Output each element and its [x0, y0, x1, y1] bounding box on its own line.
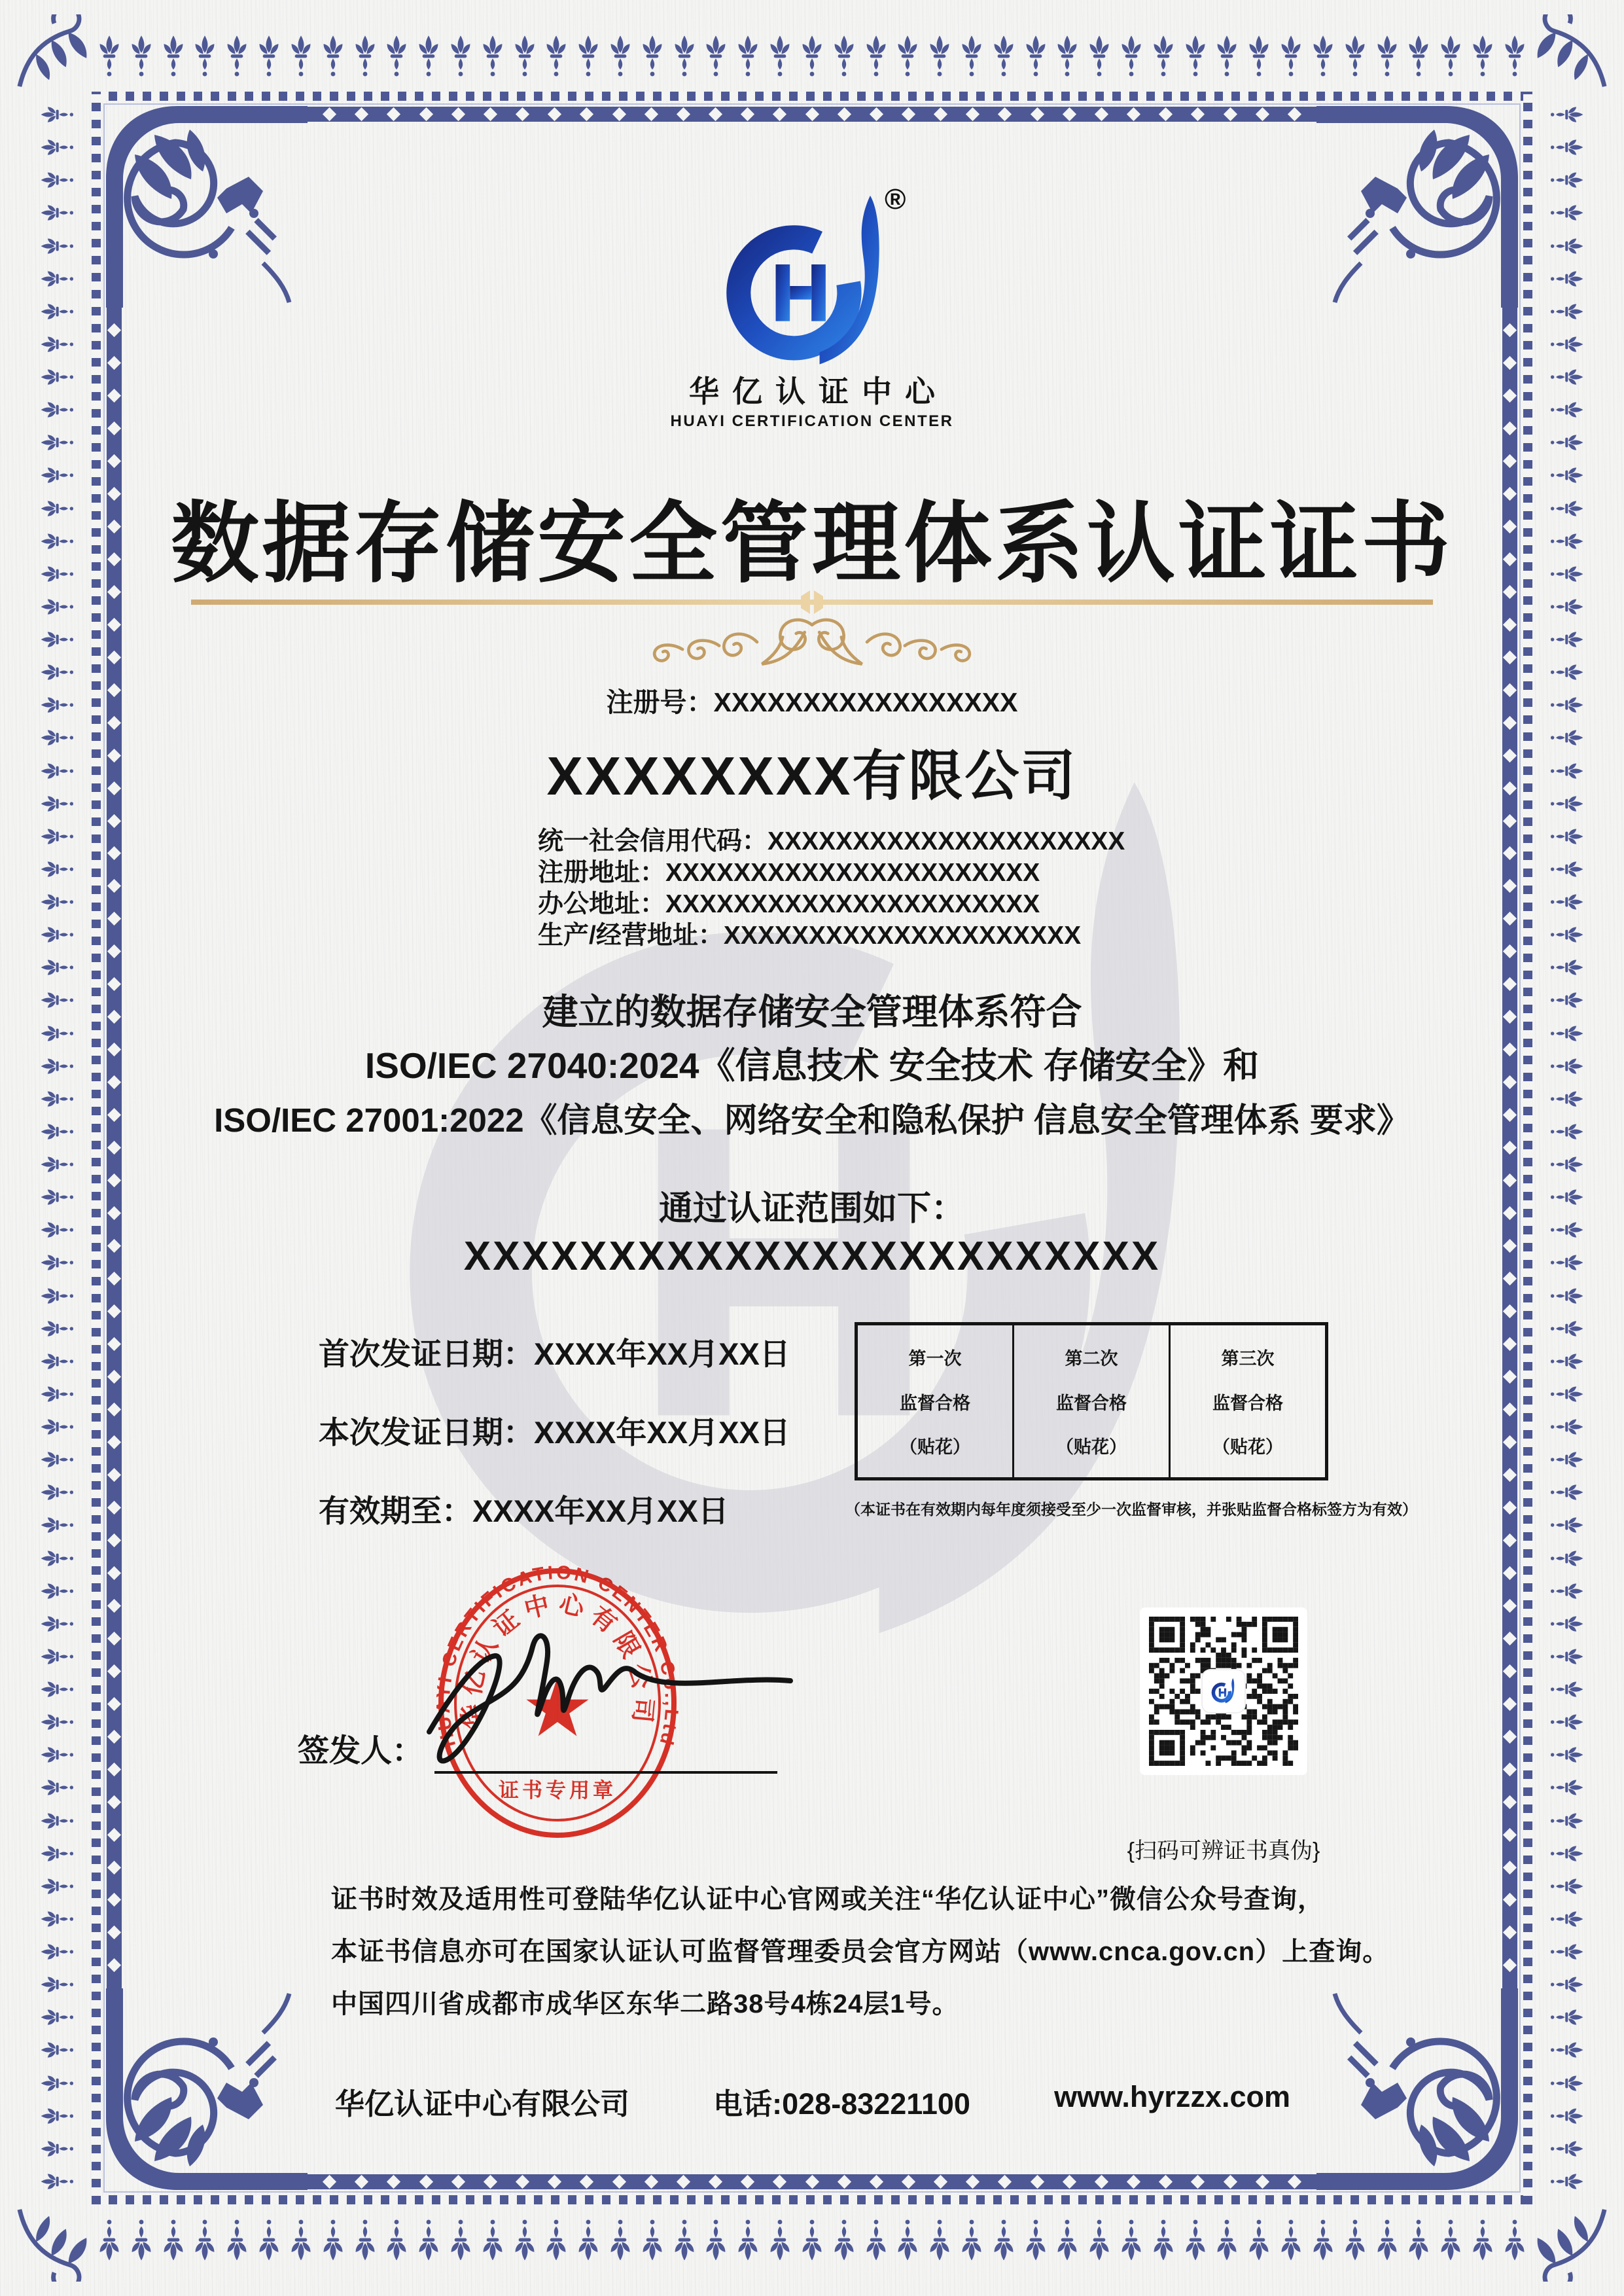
dates-block [319, 1330, 790, 1566]
contact-row [335, 2080, 1290, 2123]
first-issue-date-row: 首次发证日期：XXXX年XX月XX日 [319, 1336, 790, 1371]
contact-phone: 电话:028-83221100 [713, 2087, 970, 2121]
footer-line-3: 中国四川省成都市成华区东华二路38号4栋24层1号。 [331, 1990, 959, 2018]
expiry-date-row: 有效期至：XXXX年XX月XX日 [319, 1494, 729, 1528]
footer-line-1: 证书时效及适用性可登陆华亿认证中心官网或关注“华亿认证中心”微信公众号查询， [331, 1885, 1324, 1914]
scope-value: XXXXXXXXXXXXXXXXXXXXXXXX [463, 1234, 1161, 1279]
company-name: XXXXXXXX有限公司 [546, 745, 1078, 806]
footer-line-2: 本证书信息亦可在国家认证认可监督管理委员会官方网站（www.cnca.gov.cn）上查询。 [331, 1937, 1390, 1966]
certificate-title: 数据存储安全管理体系认证证书 [171, 494, 1453, 593]
office-address-row: 办公地址：XXXXXXXXXXXXXXXXXXXXXX [538, 890, 1040, 918]
footer-paragraph [331, 1873, 1390, 2030]
gold-scroll-flourish-icon [517, 614, 1107, 669]
compliance-intro: 建立的数据存储安全管理体系符合 [542, 992, 1082, 1032]
registration-number-line [0, 681, 1624, 719]
corner-leaf-top-right [1532, 14, 1610, 92]
registration-value: XXXXXXXXXXXXXXXXX [713, 687, 1018, 717]
contact-company: 华亿认证中心有限公司 [335, 2087, 630, 2121]
credit-code-row: 统一社会信用代码：XXXXXXXXXXXXXXXXXXXXX [538, 827, 1125, 855]
supervision-cell-2: 第二次 监督合格 （贴花） [1012, 1325, 1169, 1477]
qr-caption: {扫码可辨证书真伪} [1127, 1839, 1320, 1863]
corner-leaf-bottom-left [14, 2204, 92, 2282]
svg-text:华亿认证中心有限公司: 华亿认证中心有限公司 [457, 1589, 658, 1731]
brand-name-en: HUAYI CERTIFICATION CENTER [670, 412, 954, 430]
registered-address-row: 注册地址：XXXXXXXXXXXXXXXXXXXXXX [538, 859, 1040, 887]
issuer-signature [366, 1596, 824, 1792]
company-info-block [538, 826, 1125, 952]
svg-text:证书专用章: 证书专用章 [499, 1779, 616, 1802]
border-diamond-band-bottom [302, 2174, 1322, 2189]
standard-27001: ISO/IEC 27001:2022《信息安全、网络安全和隐私保护 信息安全管理体系 要求》 [214, 1102, 1410, 1139]
corner-ornament-top-right [1316, 92, 1532, 308]
supervision-cell-1: 第一次 监督合格 （贴花） [900, 1348, 970, 1458]
registered-trademark-icon: ® [885, 183, 906, 215]
standard-27040: ISO/IEC 27040:2024《信息技术 安全技术 存储安全》和 [364, 1045, 1260, 1086]
supervision-table [855, 1322, 1328, 1480]
issuer-signature-line [434, 1771, 777, 1774]
production-address-row: 生产/经营地址：XXXXXXXXXXXXXXXXXXXXX [538, 922, 1082, 950]
border-fleur-row-bottom [98, 2210, 1526, 2266]
huayi-logo-icon [705, 178, 909, 394]
supervision-note: （本证书在有效期内每年度须接受至少一次监督审核，并张贴监督合格标签方为有效） [845, 1501, 1417, 1518]
gold-divider-center-icon [790, 588, 834, 617]
border-fleur-row-top [98, 30, 1526, 86]
corner-leaf-top-left [14, 14, 92, 92]
scope-heading: 通过认证范围如下： [658, 1190, 965, 1228]
brand-name-cn: 华亿认证中心 [689, 374, 948, 408]
corner-leaf-bottom-right [1532, 2204, 1610, 2282]
border-diamond-band-top [302, 107, 1322, 122]
issuer-label: 签发人： [298, 1734, 424, 1768]
current-issue-date-row: 本次发证日期：XXXX年XX月XX日 [319, 1415, 790, 1450]
contact-website: www.hyrzzx.com [1054, 2080, 1290, 2113]
corner-ornament-bottom-left [92, 1988, 308, 2204]
supervision-cell-3: 第三次 监督合格 （贴花） [1169, 1325, 1325, 1477]
registration-label: 注册号： [606, 687, 714, 717]
svg-text:HUAYI CERTIFICATION CENTER Co.: HUAYI CERTIFICATION CENTER Co.,Ltd [432, 1564, 682, 1749]
corner-ornament-top-left [92, 92, 308, 308]
qr-center-logo-icon [1203, 1670, 1244, 1712]
